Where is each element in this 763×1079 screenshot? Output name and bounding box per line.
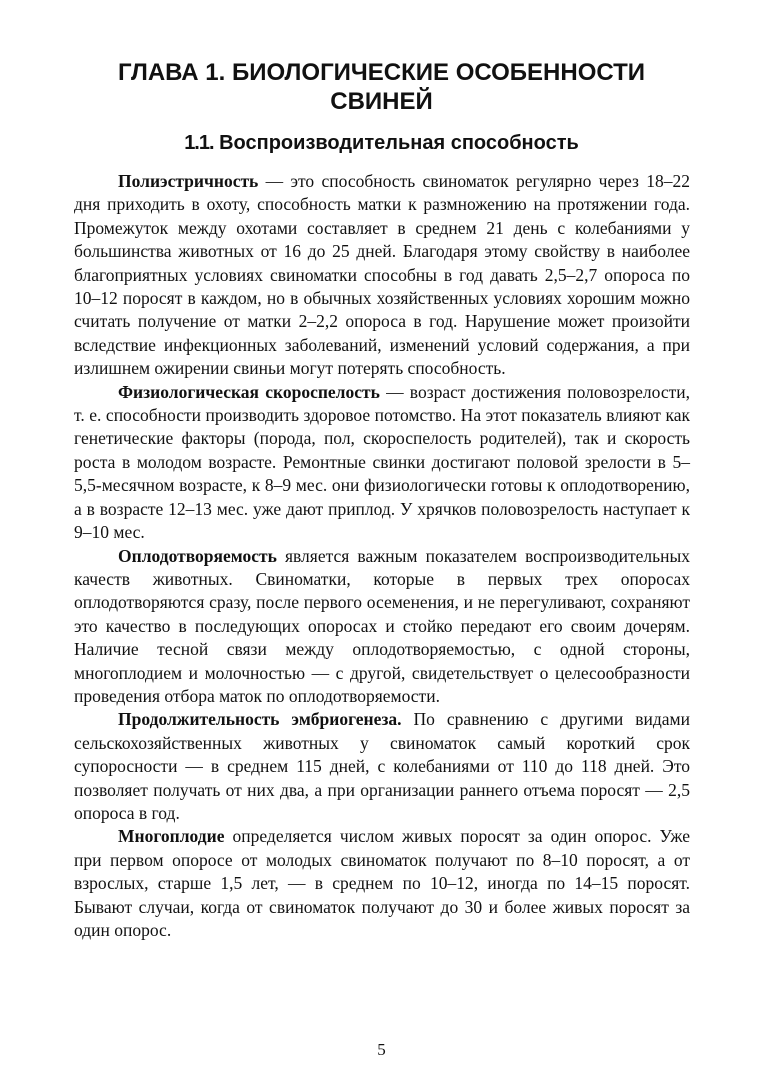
page-number: 5 bbox=[377, 1040, 386, 1059]
paragraph-embryogenesis bbox=[74, 708, 690, 825]
chapter-title-line-2: СВИНЕЙ bbox=[330, 88, 433, 115]
term-polyestricity: Полиэстричность bbox=[118, 171, 259, 191]
paragraph-fertility bbox=[74, 545, 690, 709]
paragraph-prolificacy bbox=[74, 825, 690, 942]
paragraph-text: — это способность свиноматок регулярно через 18–22 дня приходить в охоту, способность матки к размножению на протяжении года. Промежуток между охотами составляет в среднем 21 день с колебаниями у большинства животных от 16 до 25 дней. Благодаря этому свойству в наиболее благоприятных условиях свиноматки способны в год давать 2,5–2,7 опороса по 10–12 поросят в каждом, но в обычных хозяйственных условиях хорошим можно считать получение от матки 2–2,2 опороса в год. Нарушение может произойти вследствие инфекционных заболеваний, изменений условий содержания, а при излишнем ожирении свиньи могут потерять способность. bbox=[74, 171, 690, 379]
paragraph-text: По сравнению с другими видами сельскохозяйственных животных у свиноматок самый короткий срок супоросности — в среднем 115 дней, с колебаниями от 110 до 118 дней. Это позволяет получать от них два, а при организации раннего отъема поросят — 2,5 опороса в год. bbox=[74, 709, 690, 823]
chapter-title-line-1: ГЛАВА 1. БИОЛОГИЧЕСКИЕ ОСОБЕННОСТИ bbox=[117, 59, 645, 86]
chapter-title bbox=[60, 58, 703, 116]
section-title bbox=[60, 130, 703, 156]
term-embryogenesis: Продолжительность эмбриогенеза. bbox=[118, 709, 402, 730]
section-number: 1.1. bbox=[184, 132, 214, 154]
paragraph-text: — возраст достижения половозрелости, т. е. способности производить здоровое потомство. На этот показатель влияют как генетические факторы (порода, пол, скороспелость родителей), так и скорость роста в молодом возрасте. Ремонтные свинки достигают половой зрелости в 5–5,5-месячном возрасте, к 8–9 мес. они физиологически готовы к оплодотворению, а в возрасте 12–13 мес. уже дают приплод. У хрячков половозрелость наступает к 9–10 мес. bbox=[74, 381, 691, 543]
paragraph-text: определяется числом живых поросят за один опорос. Уже при первом опоросе от молодых свиноматок получают по 8–10 поросят, а от взрослых, старше 1,5 лет, — в среднем по 10–12, иногда по 14–15 поросят. Бывают случаи, когда от свиноматок получают до 30 и более живых поросят за один опорос. bbox=[74, 826, 690, 940]
paragraph-text: является важным показателем воспроизводительных качеств животных. Свиноматки, которые в первых трех опоросах оплодотворяются сразу, после первого осеменения, и не перегуливают, сохраняют это качество в последующих опоросах и стойко передают его своим дочерям. Наличие тесной связи между оплодотворяемостью, с одной стороны, многоплодием и молочностью — с другой, свидетельствует о целесообразности проведения отбора маток по оплодотворяемости. bbox=[74, 545, 690, 706]
body-text bbox=[74, 170, 690, 942]
paragraph-polyestricity bbox=[74, 170, 690, 381]
section-title-text: Воспроизводительная способность bbox=[219, 132, 579, 154]
term-prolificacy: Многоплодие bbox=[118, 826, 225, 847]
paragraph-physiological-maturity bbox=[74, 381, 690, 545]
term-fertility: Оплодотворяемость bbox=[118, 545, 277, 566]
term-physiological-maturity: Физиологическая скороспелость bbox=[118, 381, 380, 402]
